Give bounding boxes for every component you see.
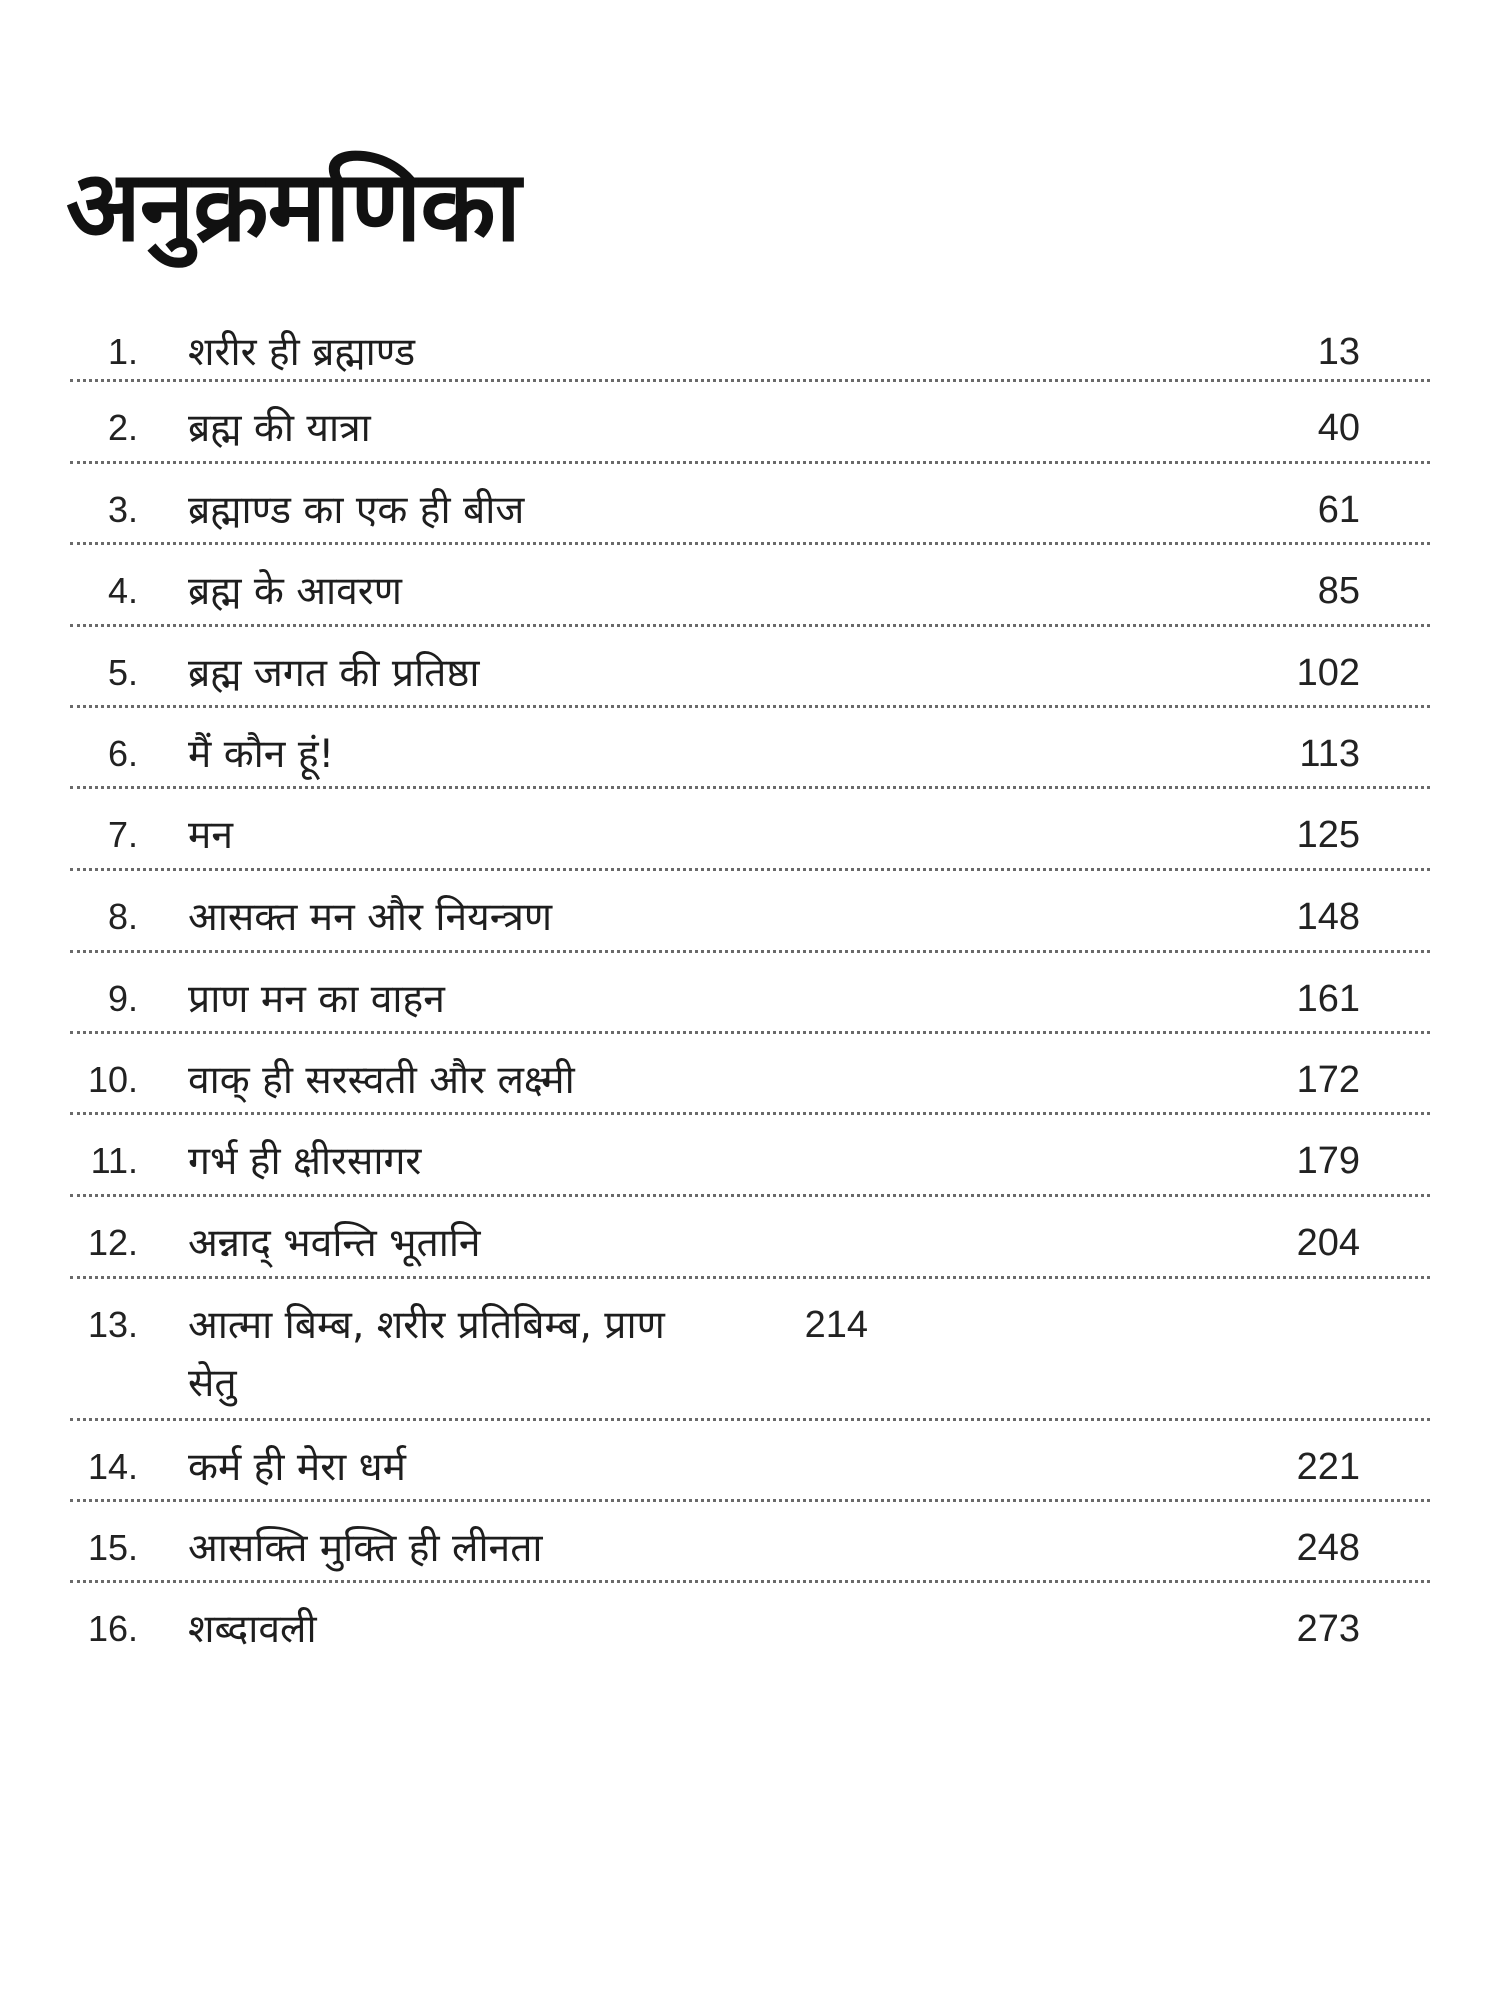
chapter-number: 10.: [87, 1059, 138, 1100]
page-number: 204: [1296, 1222, 1360, 1264]
toc-row-8: [70, 871, 1430, 953]
toc-row-13: [70, 1279, 1430, 1421]
page-number: 161: [1296, 978, 1360, 1020]
chapter-number: 12.: [87, 1222, 138, 1263]
chapter-number: 14.: [87, 1446, 138, 1487]
chapter-title: वाक् ही सरस्वती और लक्ष्मी: [188, 1058, 575, 1103]
page-number: 148: [1296, 896, 1360, 938]
chapter-number: 2.: [107, 407, 138, 448]
toc-row-1: [70, 306, 1430, 382]
toc-row-15: [70, 1502, 1430, 1583]
page-number: 40: [1317, 407, 1360, 449]
chapter-title: आसक्त मन और नियन्त्रण: [188, 895, 553, 940]
chapter-title: ब्रह्म की यात्रा: [188, 406, 371, 451]
chapter-title: शरीर ही ब्रह्माण्ड: [188, 330, 416, 375]
chapter-number: 8.: [107, 896, 138, 937]
table-of-contents: [70, 306, 1430, 1664]
toc-row-16: [70, 1583, 1430, 1664]
chapter-number: 15.: [87, 1527, 138, 1568]
chapter-title: आसक्ति मुक्ति ही लीनता: [188, 1526, 543, 1571]
page-number: 102: [1296, 652, 1360, 694]
toc-row-10: [70, 1034, 1430, 1115]
chapter-number: 3.: [107, 489, 138, 530]
page-number: 172: [1296, 1059, 1360, 1101]
chapter-title: शब्दावली: [188, 1607, 317, 1652]
chapter-title: आत्मा बिम्ब, शरीर प्रतिबिम्ब, प्राण सेतु: [188, 1303, 665, 1406]
page-title: अनुक्रमणिका: [66, 150, 521, 264]
toc-row-2: [70, 382, 1430, 464]
chapter-number: 11.: [90, 1140, 138, 1181]
toc-row-3: [70, 464, 1430, 545]
chapter-number: 6.: [107, 733, 138, 774]
page-number: 13: [1317, 331, 1360, 373]
toc-row-4: [70, 545, 1430, 627]
page-number: 214: [804, 1304, 868, 1346]
chapter-number: 9.: [107, 978, 138, 1019]
page-number: 125: [1296, 814, 1360, 856]
page-number: 61: [1317, 489, 1360, 531]
page-number: 248: [1296, 1527, 1360, 1569]
chapter-title: अन्नाद् भवन्ति भूतानि: [188, 1221, 481, 1266]
toc-row-11: [70, 1115, 1430, 1197]
chapter-title: गर्भ ही क्षीरसागर: [188, 1139, 422, 1184]
toc-row-7: [70, 789, 1430, 871]
chapter-title: प्राण मन का वाहन: [188, 977, 445, 1022]
chapter-number: 4.: [107, 570, 138, 611]
chapter-number: 13.: [87, 1304, 138, 1345]
chapter-number: 5.: [107, 652, 138, 693]
page-number: 85: [1317, 570, 1360, 612]
chapter-title: मैं कौन हूं!: [188, 732, 335, 777]
chapter-number: 1.: [107, 331, 138, 372]
toc-row-9: [70, 953, 1430, 1034]
toc-row-12: [70, 1197, 1430, 1279]
chapter-number: 16.: [87, 1608, 138, 1649]
page-number: 273: [1296, 1608, 1360, 1650]
page-number: 113: [1299, 733, 1360, 775]
page-number: 221: [1296, 1446, 1360, 1488]
page-number: 179: [1296, 1140, 1360, 1182]
toc-row-5: [70, 627, 1430, 708]
toc-row-6: [70, 708, 1430, 789]
chapter-title: कर्म ही मेरा धर्म: [188, 1445, 406, 1490]
chapter-number: 7.: [107, 814, 138, 855]
chapter-title: ब्रह्माण्ड का एक ही बीज: [188, 488, 525, 533]
toc-row-14: [70, 1421, 1430, 1502]
chapter-title: मन: [188, 813, 233, 858]
chapter-title: ब्रह्म के आवरण: [188, 569, 402, 614]
chapter-title: ब्रह्म जगत की प्रतिष्ठा: [188, 651, 480, 696]
